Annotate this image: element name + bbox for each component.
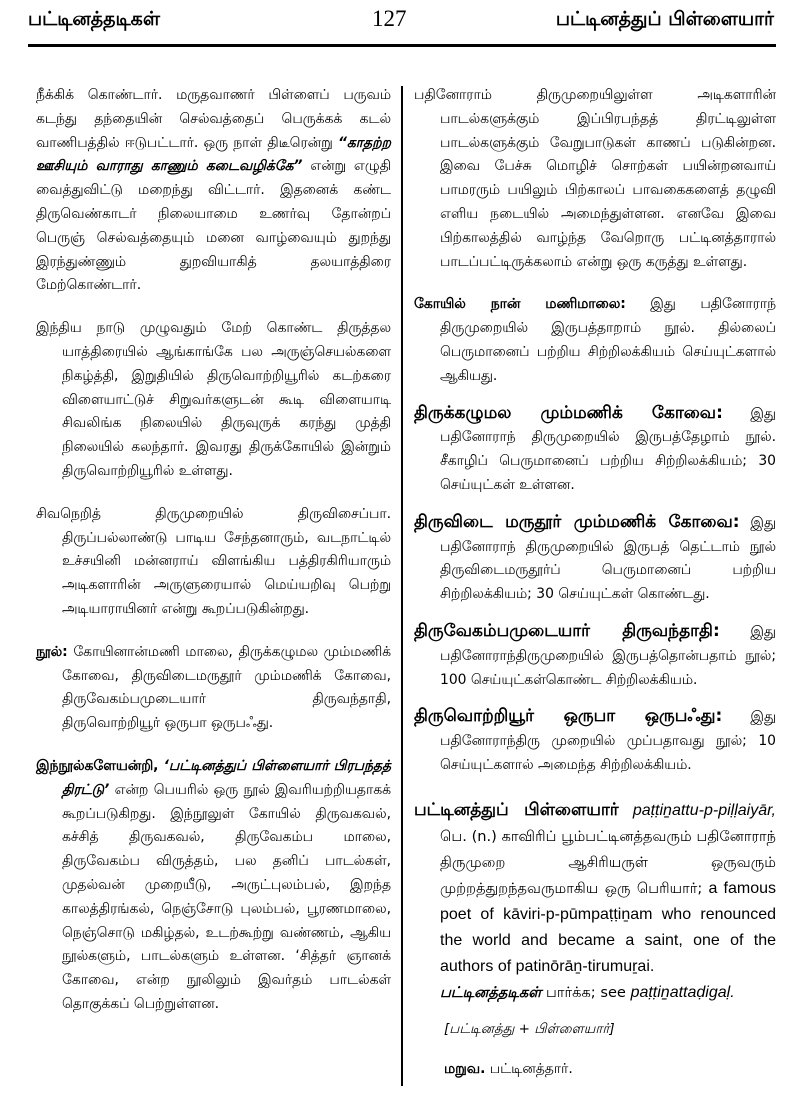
paragraph-2: இந்திய நாடு முழுவதும் மேற் கொண்ட திருத்தல யாத்திரையில் ஆங்காங்கே பல அருஞ்செயல்களை நிகழ்த்தி, இறுதியில் திருவொற்றியூரில் கடற்கரை விளையாட்டுச் சிறுவர்களுடன் கூடி விளையாடி சிவலிங்க நிலையில் திருவுருக் கரந்து முத்தி நிலையில் கலந்தார். இவரது திருக்கோயில் இன்றும் திருவொற்றியூரில் உள்ளது. bbox=[36, 320, 391, 479]
entry-thiruvidaimaruthur: திருவிடை மருதூர் மும்மணிக் கோவை: இது பதினோராந் திருமுறையில் இருபத் தெட்டாம் நூல் திருவிடைமருதூர்ப் பெருமானைப் பற்றிய சிற்றிலக்கியம்; 30 செய்யுட்கள் கொண்டது. bbox=[414, 511, 776, 603]
dictionary-entry: பட்டினத்துப் பிள்ளையார் paṭṭiṉattu-p-piḷḷaiyār, பெ. (n.) காவிரிப் பூம்பட்டினத்தவரும் பதினோராந் திருமுறை ஆசிரியருள் ஒருவரும் முற்றத்துறந்தவருமாகிய ஒரு பெரியார்; a famous poet of kāviri-p-pūmpaṭṭiṉam who renounced the world and became a saint, one of the authors of patinōrāṉ-tirumuṟai. பட்டினத்தடிகள் பார்க்க; see paṭṭiṉattaḍigaḷ. bbox=[414, 799, 776, 1001]
header-rule bbox=[28, 44, 776, 47]
left-column bbox=[36, 84, 391, 1017]
entry-thiruvottriyur: திருவொற்றியூர் ஒருபா ஒருபஃது: இது பதினோராந்திரு முறையில் முப்பதாவது நூல்; 10 செய்யுட்களால் அமைந்த சிற்றிலக்கியம். bbox=[414, 706, 776, 773]
quote: “காதற்ற ஊசியும் வாராது காணும் கடைவழிக்கே” bbox=[36, 134, 391, 175]
column-divider bbox=[401, 86, 403, 1086]
paragraph-1: நீக்கிக் கொண்டார். மருதவாணர் பிள்ளைப் பருவம் கடந்து தந்தையின் செல்வத்தைப் பெருக்கக் கடல் வாணிபத்தில் ஈடுபட்டார். ஒரு நாள் திடீரென்று “காதற்ற ஊசியும் வாராது காணும் கடைவழிக்கே” என்று எழுதி வைத்துவிட்டு மறைந்து விட்டார். இதனைக் கண்ட திருவெண்காடர் நிலையாமை உணர்வு தோன்றப் பெருஞ் செல்வத்தையும் மனை வாழ்வையும் துறந்து இரந்துண்ணும் துறவியாகித் தலயாத்திரை மேற்கொண்டார். bbox=[36, 87, 391, 294]
page-number: 127 bbox=[372, 6, 407, 31]
paragraph-1: பதினோராம் திருமுறையிலுள்ள அடிகளாரின் பாடல்களுக்கும் இப்பிரபந்தத் திரட்டிலுள்ள பாடல்களுக்கும் வேறுபாடுகள் காணப் படுகின்றன. இவை பேச்சு மொழிச் சொற்கள் பயின்றனவாய் பாமரரும் பயிலும் பிற்காலப் பாவகைகளைத் தழுவி எளிய நடையில் அமைந்துள்ளன. எனவே இவை பிற்காலத்தில் வாழ்ந்த வேறொரு பட்டினத்தாரால் பாடப்பட்டிருக்கலாம் என்று ஒரு கருத்து உள்ளது. bbox=[414, 87, 776, 270]
quote: ‘பட்டினத்துப் பிள்ளையார் பிரபந்தத் திரட்டு’ bbox=[62, 757, 391, 798]
etymology: [பட்டினத்து + பிள்ளையார்] bbox=[444, 1020, 615, 1037]
right-column bbox=[414, 84, 776, 1081]
entry-headword: பட்டினத்துப் பிள்ளையார் bbox=[414, 799, 619, 820]
entry-transliteration: paṭṭiṉattu-p-piḷḷaiyār, bbox=[632, 801, 776, 819]
running-head-left: பட்டினத்தடிகள் bbox=[28, 8, 160, 30]
paragraph-5: இந்நூல்களேயன்றி, ‘பட்டினத்துப் பிள்ளையார் பிரபந்தத் திரட்டு’ என்ற பெயரில் ஒரு நூல் இவரியற்றியதாகக் கூறப்படுகிறது. இந்நூலுள் கோயில் திருவகவல், கச்சித் திருவகவல், திருவேகம்ப மாலை, திருவேகம்ப விருத்தம், பல தனிப் பாடல்கள், முதல்வன் முறையீடு, அருட்புலம்பல், இறந்த காலத்திரங்கல், நெஞ்சோடு புலம்பல், பூரணமாலை, நெஞ்சொடு மகிழ்தல், உடற்கூற்று வண்ணம், ஆகிய நூல்களும், பாடல்களும் உள்ளன. ‘சித்தர் ஞானக் கோவை, என்ற நூலிலும் இவர்தம் பாடல்கள் தொகுக்கப் பெற்றுள்ளன. bbox=[36, 757, 391, 1012]
synonym: மறுவ. பட்டினத்தார். bbox=[444, 1060, 573, 1077]
entry-thiruvegambam: திருவேகம்பமுடையார் திருவந்தாதி: இது பதினோராந்திருமுறையில் இருபத்தொன்பதாம் நூல்; 100 செய்யுட்கள்கொண்ட சிற்றிலக்கியம். bbox=[414, 620, 776, 688]
entry-kazhumalam: திருக்கழுமல மும்மணிக் கோவை: இது பதினோராந் திருமுறையில் இருபத்தேழாம் நூல். சீகாழிப் பெருமானைப் பற்றிய சிற்றிலக்கியம்; 30 செய்யுட்கள் உள்ளன. bbox=[414, 402, 776, 493]
works-label: நூல்: bbox=[36, 643, 68, 660]
entry-english: a famous poet of kāviri-p-pūmpaṭṭiṉam who renounced the world and became a saint, one of the authors of patinōrāṉ-tirumuṟai. bbox=[440, 879, 776, 975]
running-head-right: பட்டினத்துப் பிள்ளையார் bbox=[555, 8, 774, 30]
paragraph-3: சிவநெறித் திருமுறையில் திருவிசைப்பா. திருப்பல்லாண்டு பாடிய சேந்தனாரும், வடநாட்டில் உச்சயினி மன்னராய் விளங்கிய பத்திரகிரியாரும் அடிகளாரின் அருளுரையால் மெய்யறிவு பெற்று அடியாராயினர் என்று கூறப்படுகின்றது. bbox=[36, 505, 391, 617]
entry-koyil: கோயில் நான் மணிமாலை: இது பதினோராந் திருமுறையில் இருபத்தாறாம் நூல். தில்லைப் பெருமானைப் பற்றிய சிற்றிலக்கியம் செய்யுட்களால் ஆகியது. bbox=[414, 296, 776, 384]
paragraph-works: நூல்: கோயினான்மணி மாலை, திருக்கழுமல மும்மணிக் கோவை, திருவிடைமருதூர் மும்மணிக் கோவை, திருவேகம்பமுடையார் திருவந்தாதி, திருவொற்றியூர் ஒருபா ஒருபஃது. bbox=[36, 643, 391, 732]
